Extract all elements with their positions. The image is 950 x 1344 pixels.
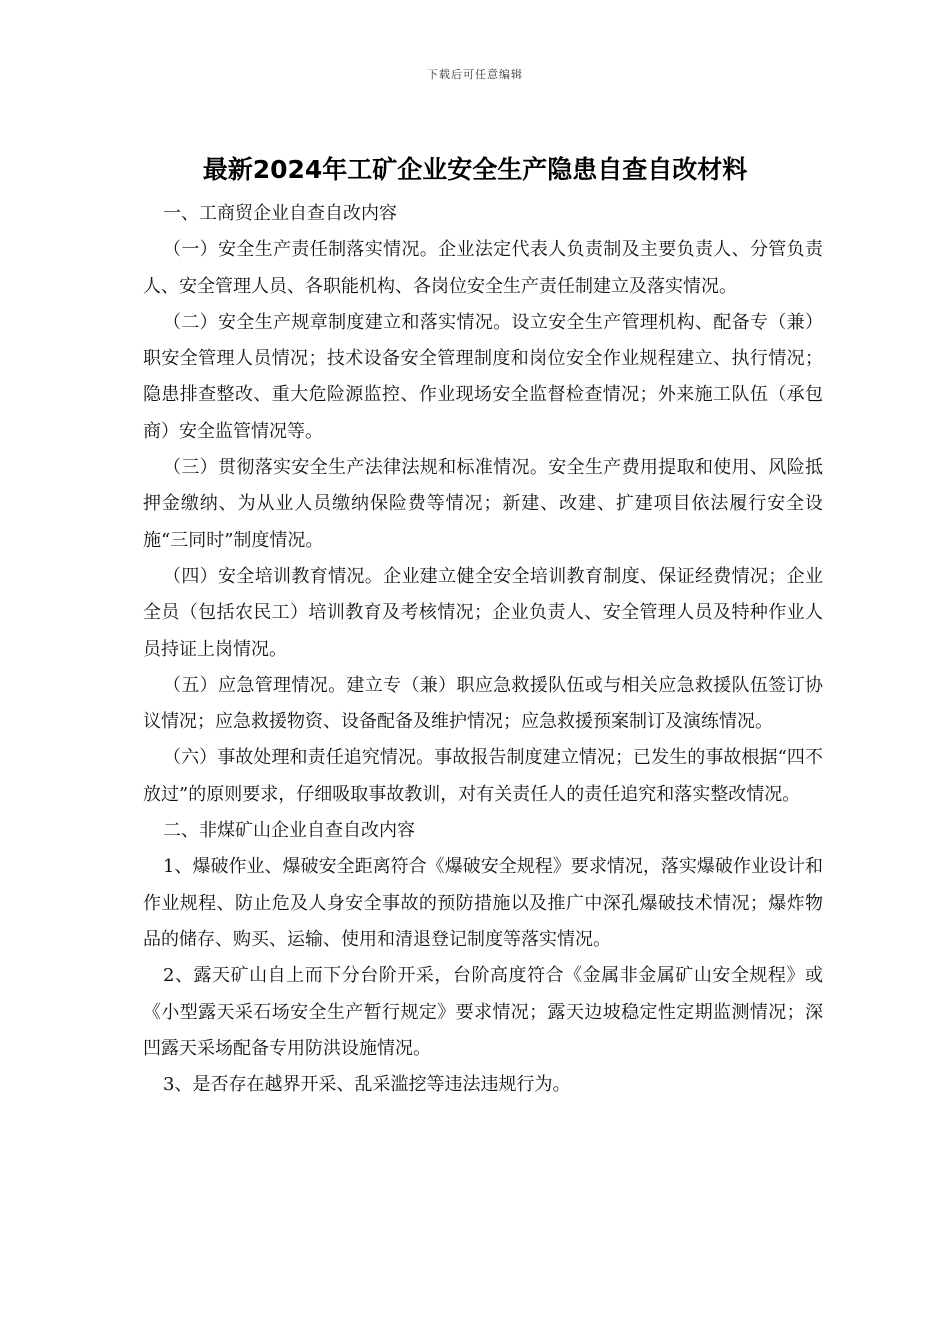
paragraph-open-pit: 2、露天矿山自上而下分台阶开采，台阶高度符合《金属非金属矿山安全规程》或《小型露天采石场安全生产暂行规定》要求情况；露天边坡稳定性定期监测情况；深凹露天采场配备专用防洪设施情况。 xyxy=(143,965,823,1059)
paragraph-responsibility: （一）安全生产责任制落实情况。企业法定代表人负责制及主要负责人、分管负责人、安全管理人员、各职能机构、各岗位安全生产责任制建立及落实情况。 xyxy=(143,239,823,297)
paragraph-accident: （六）事故处理和责任追究情况。事故报告制度建立情况；已发生的事故根据“四不放过”的原则要求，仔细吸取事故教训，对有关责任人的责任追究和落实整改情况。 xyxy=(143,747,823,805)
paragraph-blasting: 1、爆破作业、爆破安全距离符合《爆破安全规程》要求情况，落实爆破作业设计和作业规程、防止危及人身安全事故的预防措施以及推广中深孔爆破技术情况；爆炸物品的储存、购买、运输、使用和清退登记制度等落实情况。 xyxy=(143,856,823,950)
paragraph-laws: （三）贯彻落实安全生产法律法规和标准情况。安全生产费用提取和使用、风险抵押金缴纳、为从业人员缴纳保险费等情况；新建、改建、扩建项目依法履行安全设施“三同时”制度情况。 xyxy=(143,457,823,551)
section-heading-1: 一、工商贸企业自查自改内容 xyxy=(163,203,397,224)
paragraph-emergency: （五）应急管理情况。建立专（兼）职应急救援队伍或与相关应急救援队伍签订协议情况；应急救援物资、设备配备及维护情况；应急救援预案制订及演练情况。 xyxy=(143,674,823,733)
paragraph-training: （四）安全培训教育情况。企业建立健全安全培训教育制度、保证经费情况；企业全员（包括农民工）培训教育及考核情况；企业负责人、安全管理人员及特种作业人员持证上岗情况。 xyxy=(143,565,823,660)
paragraph-violations: 3、是否存在越界开采、乱采滥挖等违法违规行为。 xyxy=(163,1074,571,1096)
section-heading-2: 二、非煤矿山企业自查自改内容 xyxy=(163,820,415,842)
document-title: 最新2024年工矿企业安全生产隐患自查自改材料 xyxy=(202,155,748,184)
paragraph-regulations: （二）安全生产规章制度建立和落实情况。设立安全生产管理机构、配备专（兼）职安全管理人员情况；技术设备安全管理制度和岗位安全作业规程建立、执行情况；隐患排查整改、重大危险源监控、作业现场安全监督检查情况；外来施工队伍（承包商）安全监管情况等。 xyxy=(143,311,823,442)
header-note: 下载后可任意编辑 xyxy=(427,68,523,81)
document-body xyxy=(143,196,823,1103)
